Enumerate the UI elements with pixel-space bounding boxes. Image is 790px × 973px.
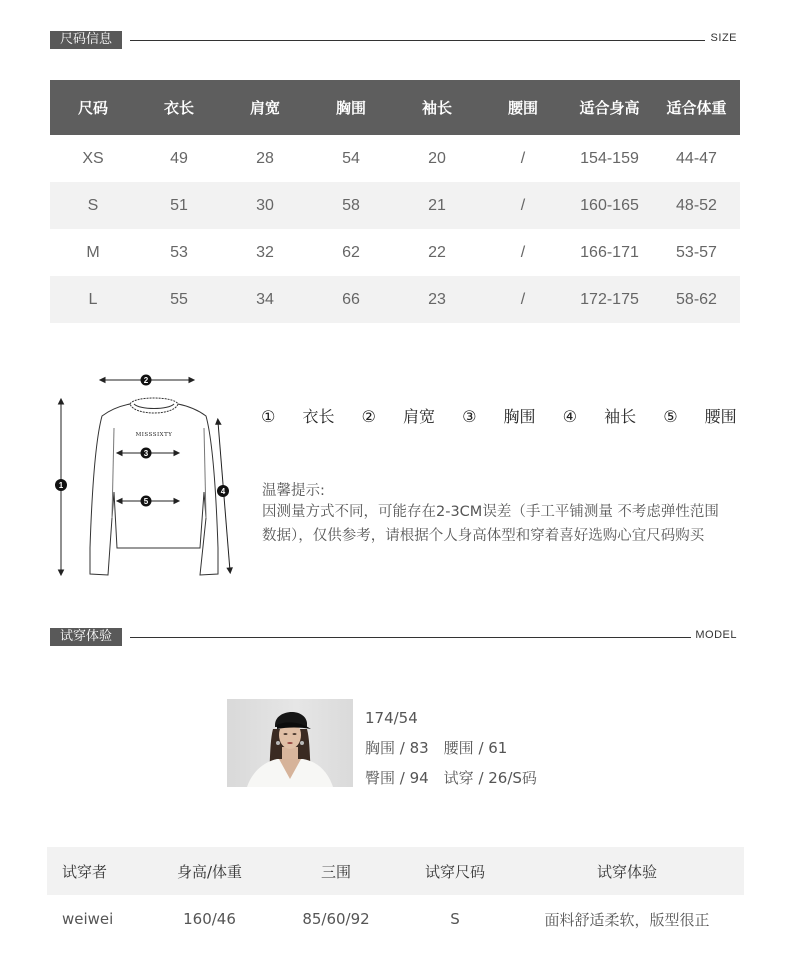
table-cell: / <box>480 276 566 323</box>
table-cell: 48-52 <box>653 182 740 229</box>
table-cell: 62 <box>342 243 360 261</box>
table-cell: L <box>50 276 136 323</box>
measurement-legend <box>261 404 737 427</box>
weight-col-header: 适合体重 <box>653 80 740 135</box>
model-section-divider <box>130 637 691 638</box>
table-cell: 23 <box>394 276 480 323</box>
table-cell: 85/60/92 <box>302 910 370 928</box>
table-cell: weiwei <box>62 910 114 928</box>
table-cell: 34 <box>222 276 308 323</box>
table-row <box>47 895 744 943</box>
marker-4-label: 4 <box>220 487 226 496</box>
shoulder-col-header: 肩宽 <box>222 80 308 135</box>
table-cell: 53 <box>170 243 188 261</box>
try-size-col-header: 试穿尺码 <box>400 847 510 895</box>
model-measurements: 胸围 / 83 腰围 / 61 <box>365 739 508 757</box>
garment-diagram <box>50 368 250 583</box>
legend-item: ⑤ 腰围 <box>663 407 737 426</box>
table-cell: / <box>520 243 526 261</box>
table-cell: 160-165 <box>566 182 653 229</box>
try-table-header-row <box>47 847 744 895</box>
table-cell: 166-171 <box>580 243 639 261</box>
size-table <box>50 80 740 323</box>
experience-col-header: 试穿体验 <box>510 847 744 895</box>
legend-item: ① 衣长 <box>261 407 335 426</box>
table-cell: 154-159 <box>580 149 639 167</box>
table-cell: S <box>50 182 136 229</box>
measurements-col-header: 三围 <box>272 847 400 895</box>
table-cell: 53-57 <box>676 243 717 261</box>
table-cell: 32 <box>256 243 274 261</box>
model-section-title: 试穿体验 <box>50 628 122 646</box>
table-row <box>50 229 740 276</box>
size-section-title: 尺码信息 <box>50 31 122 49</box>
size-section-label: SIZE <box>710 32 737 44</box>
table-cell: 51 <box>136 182 222 229</box>
size-section-header <box>50 31 737 49</box>
sleeve-col-header: 袖长 <box>394 80 480 135</box>
size-col-header: 尺码 <box>50 80 136 135</box>
table-cell: XS <box>82 149 104 167</box>
table-row <box>50 182 740 229</box>
table-cell: 30 <box>222 182 308 229</box>
model-info <box>365 703 537 793</box>
table-cell: / <box>520 149 526 167</box>
table-cell: 66 <box>308 276 394 323</box>
marker-3-label: 3 <box>143 449 149 458</box>
length-col-header: 衣长 <box>136 80 222 135</box>
waist-col-header: 腰围 <box>480 80 566 135</box>
tips-title: 温馨提示: <box>262 483 325 499</box>
try-on-table <box>47 847 744 943</box>
legend-item: ② 肩宽 <box>361 407 435 426</box>
model-section-header <box>50 628 737 646</box>
table-row <box>50 276 740 323</box>
model-hip-size: 臀围 / 94 试穿 / 26/S码 <box>365 769 537 787</box>
model-photo <box>227 699 353 787</box>
table-cell: 44-47 <box>676 149 717 167</box>
model-height-weight: 174/54 <box>365 709 418 727</box>
table-cell: 21 <box>394 182 480 229</box>
table-cell: 20 <box>428 149 446 167</box>
marker-2-label: 2 <box>143 376 149 385</box>
table-row <box>50 135 740 182</box>
size-section-divider <box>130 40 705 41</box>
table-cell: 22 <box>428 243 446 261</box>
legend-item: ④ 袖长 <box>562 407 637 426</box>
height-weight-col-header: 身高/体重 <box>147 847 272 895</box>
tester-col-header: 试穿者 <box>47 847 147 895</box>
table-cell: 49 <box>170 149 188 167</box>
tips-text: 因测量方式不同，可能存在2-3CM误差（手工平铺测量 不考虑弹性范围数据），仅供参考，请根据个人身高体型和穿着喜好选购心宜尺码购买 <box>262 504 719 544</box>
height-col-header: 适合身高 <box>566 80 653 135</box>
legend-item: ③ 胸围 <box>462 407 536 426</box>
table-cell: 55 <box>136 276 222 323</box>
table-cell: S <box>450 910 460 928</box>
brand-text: MISSSIXTY <box>135 432 173 438</box>
table-cell: M <box>86 243 100 261</box>
table-cell: 28 <box>256 149 274 167</box>
table-cell: 54 <box>342 149 360 167</box>
table-cell: 160/46 <box>183 910 236 928</box>
size-table-header-row <box>50 80 740 135</box>
table-cell: 58 <box>308 182 394 229</box>
table-cell: 面料舒适柔软，版型很正 <box>544 910 710 929</box>
marker-1-label: 1 <box>58 481 64 490</box>
table-cell: 172-175 <box>566 276 653 323</box>
table-cell: / <box>480 182 566 229</box>
table-cell: 58-62 <box>653 276 740 323</box>
model-section-label: MODEL <box>695 629 737 641</box>
chest-col-header: 胸围 <box>308 80 394 135</box>
marker-5-label: 5 <box>143 497 149 506</box>
